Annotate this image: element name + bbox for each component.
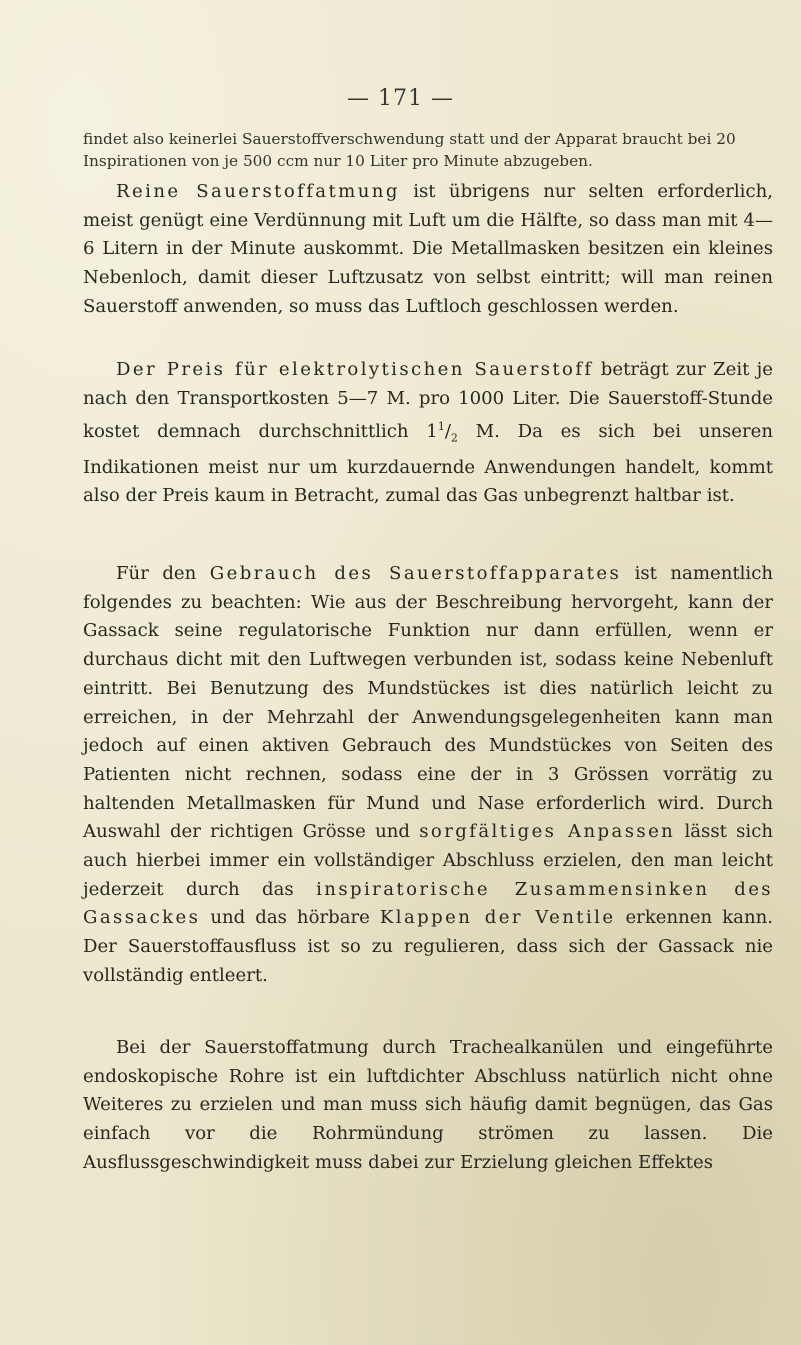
intro-paragraph: findet also keinerlei Sauerstoffverschwendung statt und der Apparat braucht bei 20 Inspirationen von je 500 ccm nur 10 Liter pro Minute abzugeben. (83, 130, 736, 170)
emphasis-text: Klappen der Ventile (379, 907, 616, 929)
paragraph-text: ist übrigens nur selten erforderlich, meist genügt eine Verdünnung mit Luft um die Hälfte, so dass man mit 4—6 Litern in der Minute auskommt. Die Metallmasken besitzen ein kleines Nebenloch, damit dieser Luftzusatz von selbst eintritt; will man reinen Sauerstoff anwenden, so muss das Luftloch geschlossen werden. (83, 181, 773, 317)
paragraph-trachealkanuelen: Bei der Sauerstoffatmung durch Trachealkanülen und eingeführte endoskopische Rohre ist ein luftdichter Abschluss natürlich nicht ohne Weiteres zu erzielen und man muss sich häufig damit begnügen, das Gas einfach vor die Rohrmündung strömen zu lassen. Die Ausflussgeschwindigkeit muss dabei zur Erzielung gleichen Effektes (83, 1037, 773, 1173)
emphasis-text: sorgfältiges Anpassen (419, 821, 676, 843)
paragraph-reine-sauerstoffatmung (83, 178, 773, 322)
emphasis-text: Gebrauch des Sauerstoffapparates (209, 563, 622, 584)
paragraph-preis: Der Preis für elektrolytischen Sauerstoff beträgt zur Zeit je nach den Transportkosten 5—7 M. pro 1000 Liter. Die Sauerstoff-Stunde kostet demnach durchschnittlich $1^1/_2$ M. Da es sich bei unseren Indikationen meist nur um kurzdauernde Anwendungen handelt, kommt also der Preis kaum in Betracht, zumal das Gas unbegrenzt haltbar ist. (83, 359, 774, 507)
paragraph-text: M. Da es sich bei unseren Indikationen meist nur um kurzdauernde Anwendungen handelt, kommt also der Preis kaum in Betracht, zumal das Gas unbegrenzt haltbar ist. (83, 421, 774, 507)
emphasis-text: Der Preis für elektrolytischen Sauerstoff (116, 359, 594, 380)
paragraph-text: Für den (116, 563, 210, 584)
paragraph-text: lässt sich auch hierbei immer ein vollständiger Abschluss erzielen, den man leicht jederzeit durch das (83, 821, 773, 900)
emphasis-text: Reine Sauerstoffatmung (116, 181, 400, 202)
paragraph-text: ist namentlich folgendes zu beachten: Wie aus der Beschreibung hervorgeht, kann der Gassack seine regulatorische Funktion nur dann erfüllen, wenn er durchaus dicht mit den Luftwegen verbunden ist, sodass keine Nebenluft eintritt. Bei Benutzung des Mundstückes ist dies natürlich leicht zu erreichen, in der Mehrzahl der Anwendungsgelegenheiten kann man jedoch auf einen aktiven Gebrauch des Mundstückes von Seiten des Patienten nicht rechnen, sodass eine der in 3 Grössen vorrätig zu haltenden Metallmasken für Mund und Nase erforderlich wird. Durch Auswahl der richtigen Grösse und (83, 563, 773, 843)
paragraph-text: erkennen kann. Der Sauerstoffausfluss ist so zu regulieren, dass sich der Gassack nie vollständig entleert. (83, 907, 774, 986)
paragraph-gebrauch (83, 560, 773, 991)
paragraph-text: beträgt zur Zeit je nach den Transportkosten 5—7 M. pro 1000 Liter. Die Sauerstoff-Stunde kostet demnach durchschnittlich 1 (83, 359, 773, 443)
page-number: — 171 — (347, 86, 454, 111)
emphasis-text: inspiratorische Zusammensinken des Gassackes (83, 878, 773, 929)
fraction-denominator: 2 (450, 432, 458, 446)
fraction-numerator: 1 (437, 420, 445, 434)
paragraph-text: und das hörbare (200, 907, 380, 929)
